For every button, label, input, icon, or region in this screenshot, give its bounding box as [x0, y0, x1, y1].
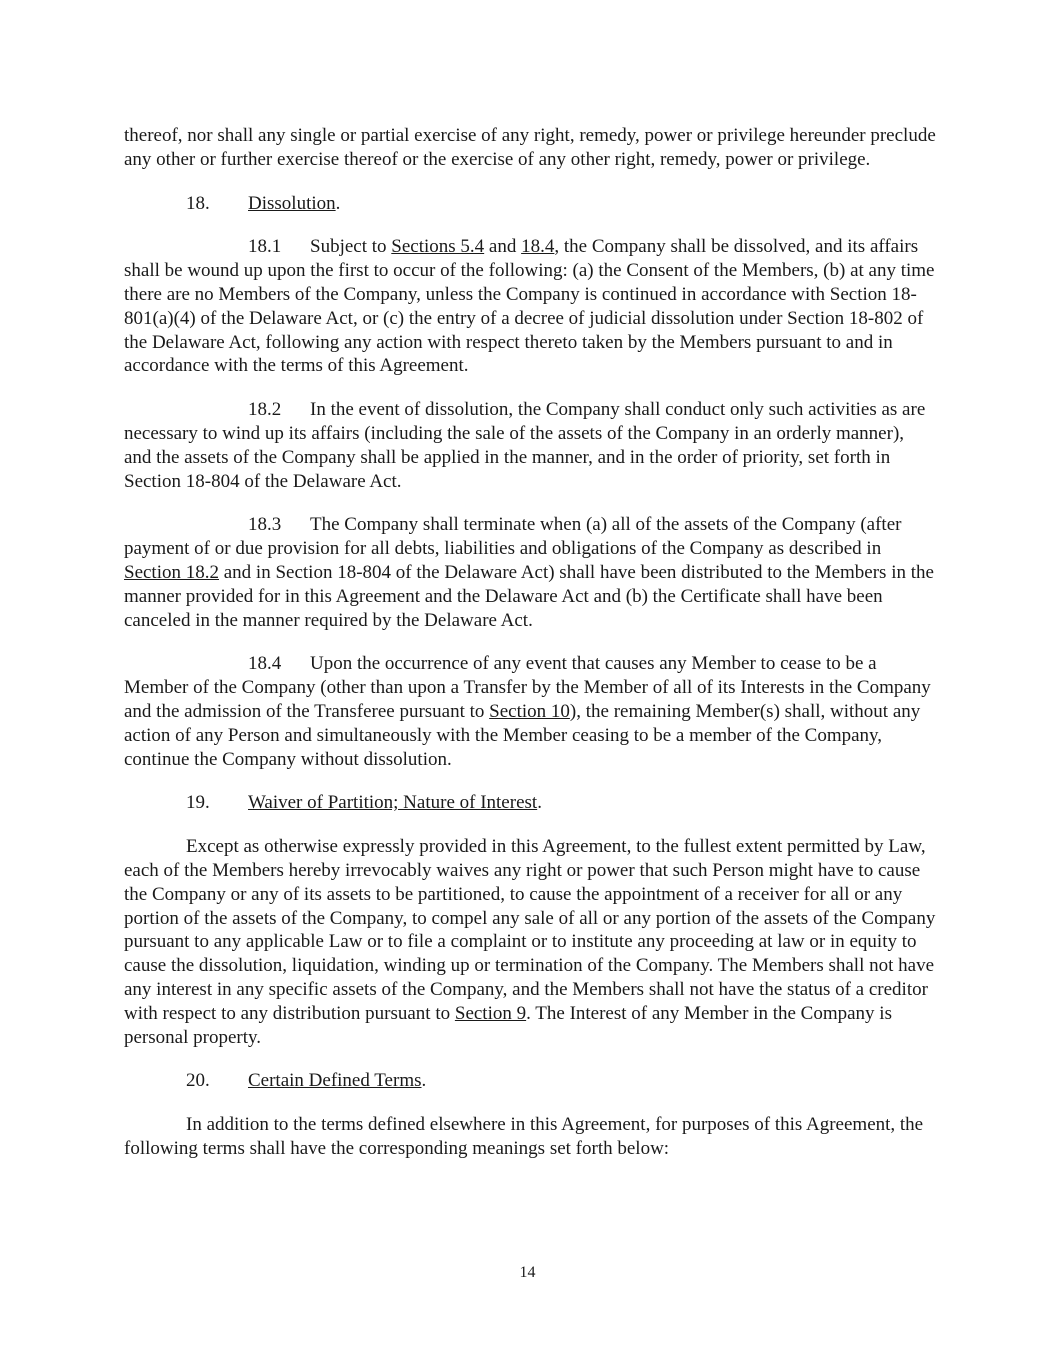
section-19-number: 19. — [186, 792, 210, 814]
section-19-heading: 19. Waiver of Partition; Nature of Interest. — [124, 791, 936, 815]
carryover-paragraph: thereof, nor shall any single or partial exercise of any right, remedy, power or privilege hereunder preclude any other or further exercise thereof or the exercise of any other right, remedy, power or privilege. — [124, 125, 936, 170]
section-18-number: 18. — [186, 192, 210, 214]
section-19-paragraph — [124, 835, 936, 1049]
paragraph-18-1-text: , the Company shall be dissolved, and its affairs shall be wound up upon the first to occur of the following: (a) the Consent of the Members, (b) at any time there are no Members of the Company, unless the Company is continued in accordance with Section 18-801(a)(4) of the Delaware Act, or (c) the entry of a decree of judicial dissolution under Section 18-802 of the Delaware Act, following any action with respect thereto taken by the Members pursuant to and in accordance with the terms of this Agreement. — [124, 236, 935, 377]
section-18-title: Dissolution — [248, 192, 336, 214]
section-18-heading: 18. Dissolution. — [124, 192, 936, 216]
cross-ref-section-10: Section 10 — [489, 700, 570, 722]
cross-ref-18-4: 18.4 — [521, 236, 555, 258]
paragraph-18-1-text: and — [484, 236, 522, 258]
section-19-title: Waiver of Partition; Nature of Interest — [248, 792, 538, 814]
cross-ref-sections-5-4: Sections 5.4 — [391, 236, 485, 258]
paragraph-18-1-number: 18.1 — [248, 236, 282, 258]
page-number: 14 — [519, 1264, 536, 1281]
section-20-paragraph: In addition to the terms defined elsewhere in this Agreement, for purposes of this Agreement, the following terms shall have the corresponding meanings set forth below: — [124, 1114, 924, 1159]
paragraph-18-4 — [124, 652, 936, 771]
paragraph-18-2 — [124, 398, 936, 493]
paragraph-18-2-text: In the event of dissolution, the Company shall conduct only such activities as are necessary to wind up its affairs (including the sale of the assets of the Company in an orderly manner), and the assets of the Company shall be applied in the manner, and in the order of priority, set forth in Section 18-804 of the Delaware Act. — [124, 399, 926, 492]
paragraph-18-4-text: Upon the occurrence of any event that causes any Member to cease to be a Member of the Company (other than upon a Transfer by the Member of all of its Interests in the Company and the admission of the Transferee pursuant to — [124, 653, 931, 722]
paragraph-18-4-text: ), the remaining Member(s) shall, without any action of any Person and simultaneously with the Member ceasing to be a member of the Company, continue the Company without dissolution. — [124, 700, 921, 770]
cross-ref-section-18-2: Section 18.2 — [124, 561, 219, 583]
paragraph-18-3-number: 18.3 — [248, 514, 282, 536]
section-19-text: . The Interest of any Member in the Company is personal property. — [124, 1002, 892, 1048]
paragraph-18-4-number: 18.4 — [248, 653, 282, 675]
document-page — [124, 124, 936, 1181]
cross-ref-section-9: Section 9 — [454, 1002, 527, 1024]
paragraph-18-3-text: and in Section 18-804 of the Delaware Act) shall have been distributed to the Members in the manner provided for in this Agreement and the Delaware Act and (b) the Certificate shall have been canceled in the manner required by the Delaware Act. — [124, 561, 934, 631]
section-19-text: Except as otherwise expressly provided in this Agreement, to the fullest extent permitted by Law, each of the Members hereby irrevocably waives any right or power that such Person might have to cause the Company or any of its assets to be partitioned, to cause the appointment of a receiver for all or any portion of the assets of the Company, to compel any sale of all or any portion of the assets of the Company pursuant to any applicable Law or to file a complaint or to institute any proceeding at law or in equity to cause the dissolution, liquidation, winding up or termination of the Company. The Members shall not have any interest in any specific assets of the Company, and the Members shall not have the status of a creditor with respect to any distribution pursuant to — [124, 836, 936, 1024]
section-20-title: Certain Defined Terms — [248, 1070, 422, 1092]
paragraph-18-3-text: The Company shall terminate when (a) all of the assets of the Company (after payment of or due provision for all debts, liabilities and obligations of the Company as described in — [124, 514, 902, 560]
paragraph-18-2-number: 18.2 — [248, 399, 282, 421]
section-20-number: 20. — [186, 1070, 210, 1092]
paragraph-18-3 — [124, 513, 936, 632]
section-20-heading: 20. Certain Defined Terms. — [124, 1069, 936, 1093]
paragraph-18-1-text: Subject to — [310, 236, 392, 258]
paragraph-18-1 — [124, 235, 936, 378]
